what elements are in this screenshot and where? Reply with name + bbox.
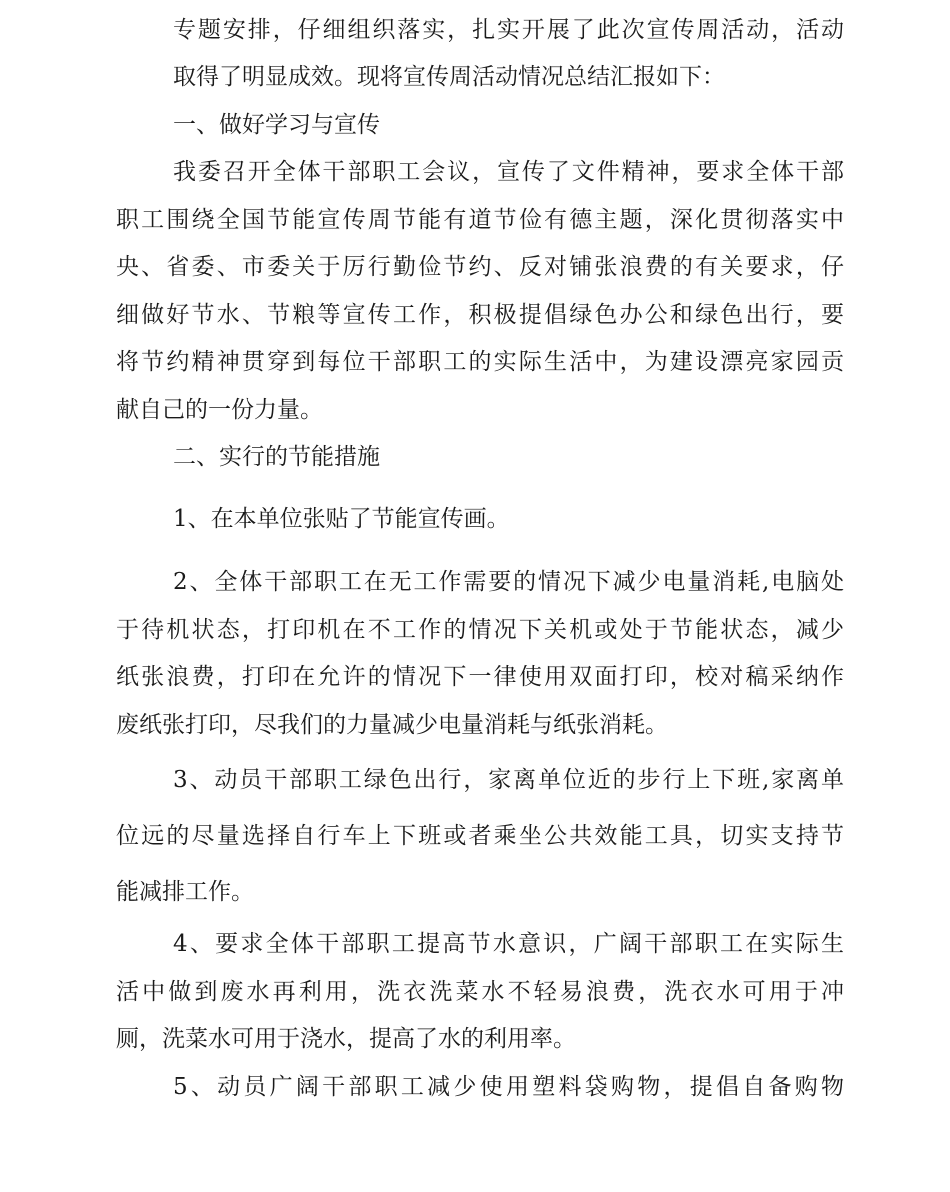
text-line: 能减排工作。 bbox=[116, 879, 254, 905]
text-line: 废纸张打印，尽我们的力量减少电量消耗与纸张消耗。 bbox=[116, 712, 668, 738]
section-heading: 二、实行的节能措施 bbox=[173, 444, 380, 470]
text-line: 取得了明显成效。现将宣传周活动情况总结汇报如下： bbox=[173, 64, 725, 90]
text-line: 将节约精神贯穿到每位干部职工的实际生活中，为建设漂亮家园贡 bbox=[116, 349, 844, 375]
list-item: 4、要求全体干部职工提高节水意识，广阔干部职工在实际生 bbox=[173, 931, 844, 957]
list-item: 5、动员广阔干部职工减少使用塑料袋购物，提倡自备购物 bbox=[173, 1074, 844, 1100]
list-item: 1、在本单位张贴了节能宣传画。 bbox=[173, 506, 510, 532]
text-line: 献自己的一份力量。 bbox=[116, 397, 323, 423]
text-line: 央、省委、市委关于厉行勤俭节约、反对铺张浪费的有关要求，仔 bbox=[116, 254, 844, 280]
list-item: 2、全体干部职工在无工作需要的情况下减少电量消耗,电脑处 bbox=[173, 569, 844, 595]
text-line: 于待机状态，打印机在不工作的情况下关机或处于节能状态，减少 bbox=[116, 617, 844, 643]
text-line: 纸张浪费，打印在允许的情况下一律使用双面打印，校对稿采纳作 bbox=[116, 664, 844, 690]
text-line: 专题安排，仔细组织落实，扎实开展了此次宣传周活动，活动 bbox=[173, 17, 844, 43]
text-line: 细做好节水、节粮等宣传工作，积极提倡绿色办公和绿色出行，要 bbox=[116, 302, 844, 328]
text-line: 厕，洗菜水可用于浇水，提高了水的利用率。 bbox=[116, 1026, 576, 1052]
text-line: 职工围绕全国节能宣传周节能有道节俭有德主题，深化贯彻落实中 bbox=[116, 207, 844, 233]
text-line: 活中做到废水再利用，洗衣洗菜水不轻易浪费，洗衣水可用于冲 bbox=[116, 979, 844, 1005]
text-line: 位远的尽量选择自行车上下班或者乘坐公共效能工具，切实支持节 bbox=[116, 823, 844, 849]
section-heading: 一、做好学习与宣传 bbox=[173, 112, 380, 138]
text-line: 我委召开全体干部职工会议，宣传了文件精神，要求全体干部 bbox=[173, 159, 844, 185]
list-item: 3、动员干部职工绿色出行，家离单位近的步行上下班,家离单 bbox=[173, 767, 844, 793]
